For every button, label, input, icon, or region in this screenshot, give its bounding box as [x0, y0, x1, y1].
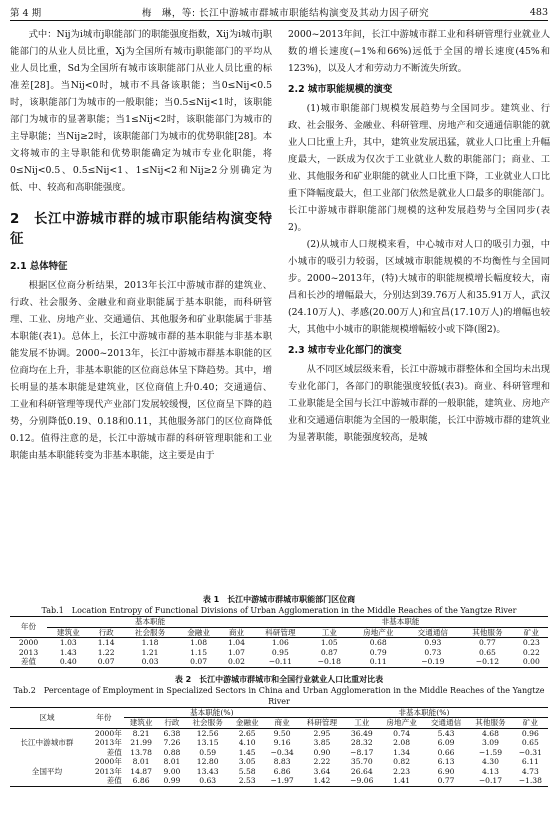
table2-cell: −9.06	[350, 776, 374, 785]
table2-cell: 8.83	[273, 757, 291, 766]
table2-cell: 3.09	[482, 738, 499, 747]
table2-cell: 35.70	[350, 757, 373, 766]
table2-cell: 2.22	[313, 757, 331, 766]
table2-cell: −8.17	[350, 747, 374, 757]
table2-cell: −1.59	[478, 747, 503, 757]
table1-group-basic: 基本职能	[47, 617, 253, 628]
table1-cell: 0.77	[478, 638, 496, 647]
table1-cell: 0.00	[522, 657, 540, 666]
page-header	[10, 4, 548, 21]
table2-cell: 1.34	[393, 747, 411, 757]
table1-caption-cn: 表 1 长江中游城市群城市职能部门区位商	[202, 595, 356, 604]
table1-cell: 0.23	[522, 638, 540, 647]
table2-col-region: 区域	[39, 712, 55, 722]
table2-cell: 0.74	[393, 728, 411, 738]
table1-col-year: 年份	[20, 622, 37, 632]
table2-cell: 0.77	[437, 776, 455, 785]
paragraph-scale-trend: (1)城市职能部门规模发展趋势与全国同步。建筑业、行政、社会服务、金融业、科研管理、房地产和交通通信职能的就业人口比重上升，其中，建筑业发展迅猛，就业人口比重上升幅度最大，一跃成为仅次于工业就业人数的职能部门；商业、工业、其他服务和矿业职能的就业人口比重下降，工业就业人口比重下降幅度最大，但工业部门依然是就业人口最多的职能部门。长江中游城市群职能部门规模的这种发展趋势与全国同步(表2)。	[288, 103, 550, 233]
table1-row-label: 2013	[18, 647, 39, 657]
table2-cell: 0.59	[199, 747, 217, 757]
table1-column-header: 房地产业	[363, 627, 394, 637]
table2-year-label: 2000年	[94, 757, 122, 766]
table2-cell: 8.01	[163, 757, 181, 766]
table2-region-label: 长江中游城市群	[20, 738, 74, 747]
table1-cell: 0.40	[59, 657, 77, 666]
table2-year-label: 差值	[106, 776, 122, 785]
table2-cell: 2.95	[313, 728, 331, 738]
table1-row	[10, 648, 548, 658]
table2-column-header: 金融业	[235, 718, 259, 727]
table1-cell: 0.79	[369, 647, 387, 657]
running-title: 梅 琳，等: 长江中游城市群城市职能结构演变及其动力因子研究	[141, 8, 430, 19]
table2-cell: 13.15	[196, 738, 219, 747]
table2-cell: 6.13	[437, 757, 455, 766]
table1-cell: 0.02	[228, 657, 245, 666]
paragraph-continuation: 2000~2013年间，长江中游城市群工业和科研管理行业就业人数的增长速度(−1%和66%)远低于全国的增长速度(45%和123%)，以及人才和劳动力不断流失所致。	[288, 29, 550, 74]
journal-issue: 第 4 期	[10, 8, 42, 19]
table2-cell: 6.38	[163, 728, 181, 738]
table2-cell: 3.64	[313, 766, 331, 776]
paragraph-population-scale: (2)从城市人口规模来看，中心城市对人口的吸引力强，中小城市的吸引力较弱，区域城市职能规模的不均衡性与全国同步。2000~2013年，(特)大城市的职能规模增长幅度较大，南昌和长沙的增幅最大，分别达到39.76万人和35.91万人，武汉(24.10万人)、孝感(20.00万人)和宜昌(17.10万人)的增幅也较大，其他中小城市的职能规模增幅较小或下降(图2)。	[288, 239, 550, 335]
tables-area	[10, 594, 548, 787]
table2-cell: 8.21	[132, 728, 150, 738]
paragraph-overall-features: 根据区位商分析结果，2013年长江中游城市群的建筑业、行政、社会服务、金融业和商业职能属于基本职能，而科研管理、工业、房地产业、交通通信、其他服务和矿业职能属于非基本职能(表1)。总体上，长江中游城市群的基本职能与非基本职能发展不协调。2000~2013年，长江中游城市群基本职能的区位商均在上升，非基本职能的区位商总体呈下降趋势。其中，增长明显的基本职能是建筑业，区位商值上升0.40；交通通信、工业和科研管理等现代产业部门发展较缓慢，区位商呈下降的趋势，分别降低0.19、0.18和0.11，其他服务部门的区位商降低0.12。值得注意的是，长江中游城市群的科研管理职能和工业职能由基本职能转变为非基本职能，这主要是由于	[10, 280, 272, 461]
table2-region-label: 全国平均	[31, 766, 63, 776]
table1-column-header: 行政	[98, 627, 114, 637]
table1-cell: 1.14	[97, 638, 115, 647]
table1-caption-en: Tab.1 Location Entropy of Functional Divisions of Urban Agglomeration in the Middle Reaches of the Yangtze River	[41, 606, 517, 615]
table1-cell: 0.73	[424, 647, 442, 657]
table2-cell: 8.01	[132, 757, 150, 766]
table2-column-header: 行政	[164, 718, 180, 727]
table2-cell: 0.66	[437, 747, 455, 757]
table1-cell: 0.22	[522, 647, 540, 657]
table2-caption-cn: 表 2 长江中游城市群城市和全国行业就业人口比重对比表	[174, 674, 384, 684]
table2-cell: 3.85	[313, 738, 331, 747]
subsection-heading-2-3: 2.3 城市专业化部门的演变	[288, 345, 402, 356]
table2-cell: 1.41	[393, 776, 411, 785]
table2-cell: 1.42	[313, 776, 331, 785]
table2	[10, 707, 548, 787]
table1-column-header: 科研管理	[265, 627, 296, 637]
table1-cell: 1.06	[271, 638, 289, 647]
table2-row	[10, 767, 548, 777]
table1-cell: 0.11	[369, 657, 387, 666]
page-number: 483	[529, 6, 548, 18]
table1-cell: 0.07	[97, 657, 115, 666]
table2-row	[10, 738, 548, 748]
table2-column-header: 矿业	[522, 718, 538, 727]
table2-cell: −1.97	[270, 776, 294, 785]
table2-row	[10, 748, 548, 758]
table2-cell: 1.45	[238, 747, 256, 757]
table2-cell: 13.78	[130, 747, 152, 757]
table1-column-header: 建筑业	[56, 627, 80, 637]
table2-cell: 4.73	[521, 766, 539, 776]
table2-cell: 3.05	[238, 757, 256, 766]
table1-cell: 1.21	[141, 647, 159, 657]
table2-cell: 36.49	[350, 728, 373, 738]
table2-cell: 21.99	[130, 738, 152, 747]
table2-cell: 6.11	[521, 757, 539, 766]
paragraph-specialized-sectors: 从不同区域层级来看，长江中游城市群整体和全国均未出现专业化部门，各部门的职能强度较低(表3)。商业、科研管理和工业职能是全国与长江中游城市群的一般职能，建筑业、房地产业和交通通信职能为全国的一般职能，长江中游城市群的建筑业为显著职能，职能强度较高，是城	[288, 364, 550, 443]
table1-row-label: 2000	[18, 638, 39, 647]
table2-cell: 26.64	[350, 766, 373, 776]
table2-cell: 2.08	[393, 738, 411, 747]
subsection-heading-2-2: 2.2 城市职能规模的演变	[288, 84, 393, 95]
section-heading-2: 2 长江中游城市群的城市职能结构演变特征	[10, 212, 272, 247]
table2-cell: 4.10	[238, 738, 256, 747]
table2-cell: 6.90	[437, 766, 455, 776]
table2-column-header: 科研管理	[306, 718, 338, 727]
table2-column-header: 房地产业	[386, 718, 417, 727]
table2-cell: 9.00	[163, 766, 181, 776]
table2-cell: 6.09	[437, 738, 455, 747]
table2-year-label: 2013年	[94, 766, 122, 776]
table1-cell: −0.12	[475, 657, 500, 666]
table1-row	[10, 638, 548, 648]
table1-column-header: 社会服务	[134, 627, 166, 637]
table2-col-year: 年份	[96, 712, 112, 722]
table2-column-header: 工业	[354, 718, 370, 727]
table2-cell: 5.43	[437, 728, 455, 738]
table1-cell: 1.08	[190, 638, 208, 647]
table2-column-header: 建筑业	[129, 718, 153, 727]
table1-cell: 1.04	[228, 638, 245, 647]
table2-cell: 9.16	[273, 738, 291, 747]
table1-cell: 1.22	[97, 647, 115, 657]
table1-cell: −0.11	[268, 657, 292, 666]
table2-cell: 0.99	[163, 776, 181, 785]
table1-cell: 1.03	[59, 638, 77, 647]
table2-cell: 9.50	[273, 728, 291, 738]
table1-cell: 0.65	[478, 647, 496, 657]
table2-caption-en: Tab.2 Percentage of Employment in Specialized Sectors in China and Urban Agglomeration in the Middle Reaches of the Yangtze River	[13, 685, 545, 706]
table1-cell: 1.15	[190, 647, 208, 657]
table2-cell: 7.26	[163, 738, 181, 747]
table2-year-label: 2013年	[94, 738, 122, 747]
table2-cell: −0.17	[478, 776, 503, 785]
table1-cell: 1.05	[320, 638, 338, 647]
table2-column-header: 商业	[274, 718, 290, 727]
table1-cell: 0.93	[424, 638, 442, 647]
table1-cell: 0.07	[190, 657, 208, 666]
table2-group-nonbasic: 非基本职能(%)	[300, 707, 548, 718]
table2-cell: 2.53	[238, 776, 256, 785]
table2-cell: 14.87	[130, 766, 152, 776]
table1-cell: 0.95	[271, 647, 289, 657]
table1-cell: 1.18	[141, 638, 159, 647]
table2-year-label: 差值	[106, 747, 122, 757]
table1-cell: 0.03	[141, 657, 159, 666]
table2-cell: 12.80	[196, 757, 219, 766]
table2-cell: 13.43	[196, 766, 219, 776]
table1-column-header: 工业	[321, 627, 337, 637]
table1-row	[10, 657, 548, 667]
table1-cell: 0.68	[369, 638, 387, 647]
table1-cell: 1.43	[59, 647, 77, 657]
paragraph-formula-explanation: 式中：Nij为i城市j职能部门的职能强度指数，Xij为i城市j职能部门的从业人员比重，Xj为全国所有城市j职能部门的平均从业人员比重，Sd为全国所有城市该职能部门从业人员比重的标准差[28]。当Nij<0时，城市不具备该职能；当0≤Nij<0.5时，该职能部门为城市的一般职能；当0.5≤Nij<1时，该职能部门为城市的显著职能；当1≤Nij<2时，该职能部门为城市的主导职能；当Nij≥2时，该职能部门为城市的优势职能[28]。本文将城市的主导职能和优势职能确定为城市专业化职能，将0≤Nij<0.5、0.5≤Nij<1、1≤Nij<2和Nij≥2分别确定为低、中、较高和高职能强度。	[10, 29, 272, 193]
table2-cell: 2.23	[393, 766, 411, 776]
table2-cell: −0.31	[518, 747, 542, 757]
table2-cell: 0.96	[521, 728, 539, 738]
table1-cell: 0.87	[320, 647, 338, 657]
table1-column-header: 商业	[228, 627, 245, 637]
table2-cell: 4.13	[482, 766, 499, 776]
left-column	[10, 26, 272, 464]
table2-column-header: 社会服务	[192, 718, 223, 727]
table1-group-nonbasic: 非基本职能	[253, 617, 548, 628]
table2-cell: 5.58	[238, 766, 256, 776]
table2-cell: 12.56	[196, 728, 219, 738]
table2-row	[10, 776, 548, 786]
table2-cell: 4.68	[482, 728, 499, 738]
table2-cell: 0.82	[393, 757, 411, 766]
table2-cell: 0.88	[163, 747, 181, 757]
table1-column-header: 矿业	[523, 627, 539, 637]
table2-year-label: 2000年	[94, 728, 122, 738]
table2-cell: 2.65	[238, 728, 256, 738]
table2-group-basic: 基本职能(%)	[124, 707, 300, 718]
table2-cell: 0.65	[521, 738, 539, 747]
table2-row	[10, 757, 548, 767]
table2-column-header: 其他服务	[475, 718, 506, 727]
table1-cell: −0.18	[317, 657, 341, 666]
table1-cell: 1.07	[228, 647, 245, 657]
table1	[10, 616, 548, 668]
table2-column-header: 交通通信	[430, 718, 462, 727]
table2-cell: −1.38	[518, 776, 542, 785]
table1-cell: −0.19	[421, 657, 445, 666]
table1-column-header: 金融业	[187, 627, 210, 637]
subsection-heading-2-1: 2.1 总体特征	[10, 261, 68, 272]
table2-cell: 6.86	[273, 766, 291, 776]
table2-cell: 4.30	[482, 757, 499, 766]
right-column	[288, 26, 550, 446]
table2-cell: 6.86	[132, 776, 150, 785]
table1-column-header: 交通通信	[417, 627, 449, 637]
table2-cell: 28.32	[350, 738, 373, 747]
table2-cell: 0.63	[199, 776, 217, 785]
table1-column-header: 其他服务	[472, 627, 503, 637]
table2-cell: 0.90	[313, 747, 331, 757]
table2-row	[10, 728, 548, 738]
table1-row-label: 差值	[20, 657, 37, 666]
table2-cell: −0.34	[270, 747, 294, 757]
